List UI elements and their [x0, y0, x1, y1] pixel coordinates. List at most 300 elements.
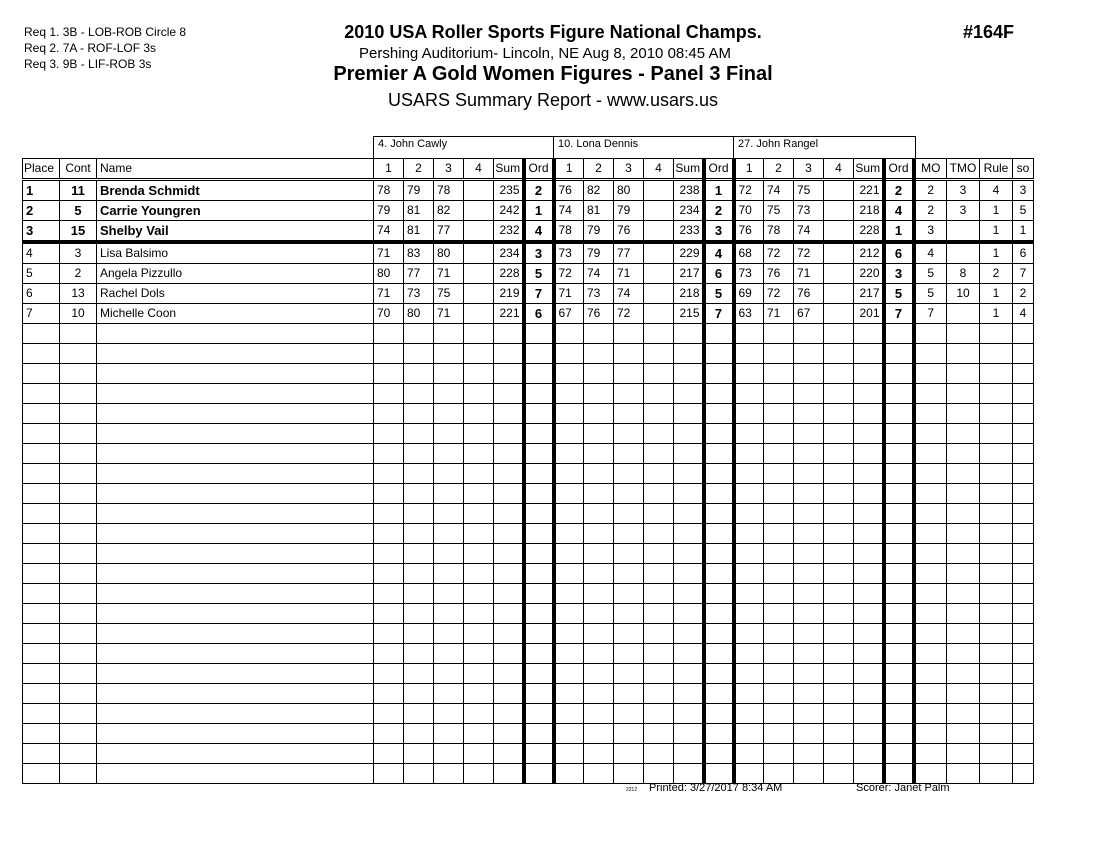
col-j2-s3: 3: [614, 159, 644, 180]
empty-cell: [23, 684, 60, 704]
judge-3-score-4: [824, 242, 854, 264]
empty-cell: [524, 464, 554, 484]
empty-cell: [884, 704, 914, 724]
judge-3-score-1: 68: [734, 242, 764, 264]
empty-cell: [97, 444, 374, 464]
empty-row: [23, 744, 1034, 764]
empty-cell: [764, 444, 794, 464]
judge-2-score-3: 76: [614, 221, 644, 243]
empty-cell: [824, 424, 854, 444]
empty-cell: [824, 444, 854, 464]
empty-cell: [524, 604, 554, 624]
judge-2-ordinal: 7: [704, 304, 734, 324]
empty-cell: [980, 764, 1013, 784]
judge-1-score-4: [464, 304, 494, 324]
empty-cell: [947, 684, 980, 704]
judge-1-score-1: 74: [374, 221, 404, 243]
empty-cell: [854, 724, 884, 744]
judge-1-score-4: [464, 264, 494, 284]
empty-cell: [734, 684, 764, 704]
empty-cell: [554, 424, 584, 444]
empty-cell: [914, 464, 947, 484]
empty-cell: [674, 764, 704, 784]
empty-cell: [734, 344, 764, 364]
col-j1-s1: 1: [374, 159, 404, 180]
empty-cell: [494, 544, 524, 564]
empty-cell: [1013, 464, 1034, 484]
empty-cell: [734, 524, 764, 544]
empty-cell: [614, 764, 644, 784]
empty-cell: [97, 764, 374, 784]
so-cell: 4: [1013, 304, 1034, 324]
empty-cell: [674, 664, 704, 684]
judge-2-score-1: 74: [554, 201, 584, 221]
empty-cell: [60, 404, 97, 424]
mo-cell: 2: [914, 201, 947, 221]
empty-cell: [374, 444, 404, 464]
empty-cell: [434, 764, 464, 784]
empty-cell: [980, 524, 1013, 544]
empty-cell: [824, 504, 854, 524]
empty-cell: [980, 504, 1013, 524]
empty-cell: [764, 484, 794, 504]
empty-cell: [1013, 604, 1034, 624]
empty-cell: [674, 384, 704, 404]
empty-cell: [644, 764, 674, 784]
empty-cell: [554, 664, 584, 684]
empty-cell: [434, 464, 464, 484]
empty-cell: [644, 524, 674, 544]
judge-2-score-4: [644, 201, 674, 221]
empty-cell: [854, 404, 884, 424]
empty-cell: [980, 704, 1013, 724]
empty-cell: [60, 724, 97, 744]
empty-cell: [794, 584, 824, 604]
judge-2-score-3: 79: [614, 201, 644, 221]
empty-cell: [704, 684, 734, 704]
empty-cell: [23, 404, 60, 424]
judge-3-sum: 212: [854, 242, 884, 264]
empty-cell: [404, 744, 434, 764]
empty-cell: [644, 704, 674, 724]
empty-cell: [764, 704, 794, 724]
judge-2-score-4: [644, 304, 674, 324]
empty-cell: [97, 644, 374, 664]
empty-cell: [824, 664, 854, 684]
empty-cell: [614, 344, 644, 364]
judge-2-score-3: 74: [614, 284, 644, 304]
empty-cell: [884, 504, 914, 524]
empty-cell: [854, 584, 884, 604]
empty-cell: [554, 624, 584, 644]
empty-cell: [947, 384, 980, 404]
empty-cell: [404, 504, 434, 524]
empty-cell: [947, 484, 980, 504]
empty-cell: [584, 604, 614, 624]
empty-cell: [464, 484, 494, 504]
empty-cell: [824, 464, 854, 484]
empty-cell: [524, 704, 554, 724]
empty-cell: [914, 644, 947, 664]
empty-cell: [704, 504, 734, 524]
empty-cell: [644, 544, 674, 564]
empty-cell: [980, 344, 1013, 364]
empty-cell: [614, 424, 644, 444]
empty-cell: [914, 544, 947, 564]
empty-cell: [494, 704, 524, 724]
competition-title: 2010 USA Roller Sports Figure National Champs.: [344, 22, 762, 42]
empty-cell: [554, 724, 584, 744]
empty-cell: [614, 544, 644, 564]
empty-row: [23, 584, 1034, 604]
empty-cell: [60, 424, 97, 444]
judge-2-sum: 234: [674, 201, 704, 221]
empty-cell: [914, 384, 947, 404]
empty-cell: [60, 604, 97, 624]
empty-cell: [524, 324, 554, 344]
empty-cell: [824, 564, 854, 584]
judge-3-sum: 221: [854, 180, 884, 201]
contestant-number-cell: 11: [60, 180, 97, 201]
empty-cell: [494, 564, 524, 584]
skater-name-cell: Brenda Schmidt: [97, 180, 374, 201]
empty-cell: [584, 724, 614, 744]
judge-2-score-2: 76: [584, 304, 614, 324]
empty-cell: [404, 664, 434, 684]
judge-1-sum: 221: [494, 304, 524, 324]
tmo-cell: [947, 242, 980, 264]
empty-cell: [824, 404, 854, 424]
judge-1-score-1: 80: [374, 264, 404, 284]
empty-cell: [494, 524, 524, 544]
empty-cell: [884, 484, 914, 504]
empty-cell: [614, 484, 644, 504]
empty-cell: [674, 604, 704, 624]
judge-3-ordinal: 7: [884, 304, 914, 324]
empty-cell: [494, 404, 524, 424]
empty-cell: [524, 744, 554, 764]
judge-1-score-2: 80: [404, 304, 434, 324]
judge-3-score-3: 74: [794, 221, 824, 243]
empty-cell: [554, 464, 584, 484]
empty-cell: [554, 504, 584, 524]
empty-cell: [554, 484, 584, 504]
empty-cell: [464, 724, 494, 744]
judge-3-score-3: 75: [794, 180, 824, 201]
empty-cell: [947, 564, 980, 584]
empty-cell: [374, 624, 404, 644]
empty-cell: [23, 344, 60, 364]
requirement-1: Req 1. 3B - LOB-ROB Circle 8: [24, 25, 187, 39]
judge-1-score-3: 80: [434, 242, 464, 264]
judge-3-score-2: 72: [764, 242, 794, 264]
empty-cell: [980, 544, 1013, 564]
empty-cell: [644, 664, 674, 684]
empty-cell: [374, 564, 404, 584]
empty-cell: [794, 644, 824, 664]
empty-cell: [60, 544, 97, 564]
empty-cell: [464, 544, 494, 564]
rule-cell: 1: [980, 201, 1013, 221]
empty-cell: [764, 544, 794, 564]
judge-3-score-2: 71: [764, 304, 794, 324]
empty-cell: [374, 384, 404, 404]
judge-1-score-3: 77: [434, 221, 464, 243]
empty-cell: [60, 684, 97, 704]
judge-1-ordinal: 3: [524, 242, 554, 264]
empty-cell: [947, 624, 980, 644]
col-tmo: TMO: [947, 159, 980, 180]
empty-cell: [97, 684, 374, 704]
empty-cell: [884, 764, 914, 784]
judge-2-score-2: 81: [584, 201, 614, 221]
empty-cell: [734, 744, 764, 764]
empty-cell: [884, 664, 914, 684]
empty-cell: [23, 424, 60, 444]
header-row: [23, 159, 1034, 180]
empty-cell: [614, 444, 644, 464]
empty-cell: [884, 324, 914, 344]
empty-cell: [734, 504, 764, 524]
mo-cell: 5: [914, 264, 947, 284]
empty-cell: [824, 364, 854, 384]
empty-cell: [494, 324, 524, 344]
empty-cell: [674, 644, 704, 664]
empty-cell: [584, 324, 614, 344]
judge-2-score-3: 77: [614, 242, 644, 264]
empty-cell: [704, 604, 734, 624]
tmo-cell: [947, 221, 980, 243]
judge-2-score-1: 76: [554, 180, 584, 201]
empty-cell: [764, 464, 794, 484]
empty-cell: [980, 744, 1013, 764]
empty-cell: [23, 664, 60, 684]
empty-cell: [794, 564, 824, 584]
judge-2-sum: 217: [674, 264, 704, 284]
empty-cell: [584, 464, 614, 484]
empty-cell: [914, 444, 947, 464]
judge-header-3: 27. John Rangel: [733, 136, 916, 158]
empty-cell: [434, 544, 464, 564]
empty-cell: [884, 384, 914, 404]
empty-cell: [674, 544, 704, 564]
empty-cell: [584, 524, 614, 544]
empty-row: [23, 404, 1034, 424]
empty-cell: [947, 464, 980, 484]
empty-cell: [794, 324, 824, 344]
empty-cell: [1013, 484, 1034, 504]
judge-3-score-4: [824, 264, 854, 284]
empty-cell: [524, 664, 554, 684]
skater-name-cell: Rachel Dols: [97, 284, 374, 304]
empty-cell: [554, 764, 584, 784]
empty-cell: [884, 584, 914, 604]
col-j1-s3: 3: [434, 159, 464, 180]
judge-2-ordinal: 3: [704, 221, 734, 243]
empty-cell: [674, 744, 704, 764]
empty-cell: [464, 564, 494, 584]
empty-row: [23, 504, 1034, 524]
empty-cell: [734, 484, 764, 504]
empty-cell: [644, 644, 674, 664]
empty-cell: [824, 324, 854, 344]
empty-cell: [854, 744, 884, 764]
contestant-number-cell: 10: [60, 304, 97, 324]
judge-3-score-4: [824, 304, 854, 324]
judge-3-ordinal: 2: [884, 180, 914, 201]
empty-cell: [464, 404, 494, 424]
empty-cell: [584, 564, 614, 584]
judge-2-score-3: 80: [614, 180, 644, 201]
empty-cell: [914, 704, 947, 724]
so-cell: 5: [1013, 201, 1034, 221]
empty-cell: [614, 464, 644, 484]
empty-cell: [704, 564, 734, 584]
empty-cell: [434, 504, 464, 524]
empty-cell: [644, 504, 674, 524]
empty-cell: [794, 604, 824, 624]
empty-cell: [404, 704, 434, 724]
empty-cell: [374, 364, 404, 384]
empty-cell: [914, 744, 947, 764]
empty-cell: [734, 764, 764, 784]
judge-1-score-2: 79: [404, 180, 434, 201]
empty-cell: [97, 564, 374, 584]
empty-cell: [1013, 664, 1034, 684]
empty-row: [23, 764, 1034, 784]
empty-cell: [794, 684, 824, 704]
empty-cell: [914, 664, 947, 684]
empty-cell: [980, 424, 1013, 444]
empty-cell: [884, 684, 914, 704]
empty-cell: [644, 384, 674, 404]
empty-cell: [854, 564, 884, 584]
empty-cell: [23, 704, 60, 724]
judge-1-score-3: 78: [434, 180, 464, 201]
empty-cell: [884, 724, 914, 744]
empty-cell: [404, 404, 434, 424]
empty-cell: [524, 344, 554, 364]
empty-cell: [914, 404, 947, 424]
empty-cell: [614, 504, 644, 524]
judge-1-sum: 234: [494, 242, 524, 264]
empty-cell: [374, 584, 404, 604]
empty-cell: [734, 424, 764, 444]
empty-cell: [947, 584, 980, 604]
empty-cell: [794, 544, 824, 564]
empty-row: [23, 664, 1034, 684]
judge-3-ordinal: 6: [884, 242, 914, 264]
empty-cell: [494, 744, 524, 764]
empty-cell: [764, 584, 794, 604]
empty-cell: [764, 624, 794, 644]
col-rule: Rule: [980, 159, 1013, 180]
judge-header-2: 10. Lona Dennis: [553, 136, 734, 158]
requirement-3: Req 3. 9B - LIF-ROB 3s: [24, 57, 152, 71]
empty-cell: [884, 364, 914, 384]
judge-1-ordinal: 2: [524, 180, 554, 201]
empty-cell: [644, 724, 674, 744]
judge-3-score-3: 73: [794, 201, 824, 221]
empty-cell: [884, 424, 914, 444]
empty-cell: [854, 684, 884, 704]
empty-cell: [704, 664, 734, 684]
empty-cell: [60, 664, 97, 684]
empty-cell: [947, 664, 980, 684]
table-row: [23, 284, 1034, 304]
empty-cell: [794, 744, 824, 764]
place-cell: 6: [23, 284, 60, 304]
judge-3-score-3: 72: [794, 242, 824, 264]
empty-cell: [794, 624, 824, 644]
empty-cell: [60, 764, 97, 784]
empty-cell: [824, 624, 854, 644]
empty-cell: [23, 644, 60, 664]
judge-2-score-4: [644, 264, 674, 284]
empty-cell: [434, 604, 464, 624]
empty-cell: [404, 724, 434, 744]
empty-cell: [764, 504, 794, 524]
judge-3-score-4: [824, 284, 854, 304]
empty-cell: [734, 624, 764, 644]
empty-cell: [980, 664, 1013, 684]
empty-cell: [1013, 444, 1034, 464]
judge-1-score-2: 81: [404, 221, 434, 243]
empty-cell: [884, 544, 914, 564]
empty-cell: [404, 364, 434, 384]
empty-cell: [947, 544, 980, 564]
empty-cell: [674, 704, 704, 724]
empty-cell: [794, 704, 824, 724]
empty-cell: [980, 624, 1013, 644]
venue-datetime: Pershing Auditorium- Lincoln, NE Aug 8, 2010 08:45 AM: [359, 45, 731, 62]
judge-1-score-4: [464, 242, 494, 264]
empty-cell: [524, 364, 554, 384]
empty-cell: [734, 704, 764, 724]
empty-cell: [764, 644, 794, 664]
empty-cell: [404, 604, 434, 624]
empty-cell: [584, 624, 614, 644]
empty-cell: [404, 344, 434, 364]
empty-cell: [914, 344, 947, 364]
empty-cell: [947, 704, 980, 724]
empty-cell: [1013, 344, 1034, 364]
contestant-number-cell: 5: [60, 201, 97, 221]
empty-cell: [464, 324, 494, 344]
empty-cell: [404, 624, 434, 644]
empty-row: [23, 644, 1034, 664]
empty-cell: [23, 724, 60, 744]
report-subtitle: USARS Summary Report - www.usars.us: [387, 90, 719, 110]
empty-cell: [434, 324, 464, 344]
judge-1-sum: 232: [494, 221, 524, 243]
empty-row: [23, 344, 1034, 364]
place-cell: 5: [23, 264, 60, 284]
empty-cell: [794, 524, 824, 544]
skater-name-cell: Carrie Youngren: [97, 201, 374, 221]
empty-cell: [704, 444, 734, 464]
mo-cell: 3: [914, 221, 947, 243]
empty-cell: [554, 444, 584, 464]
empty-cell: [674, 524, 704, 544]
skater-name-cell: Michelle Coon: [97, 304, 374, 324]
empty-cell: [464, 704, 494, 724]
empty-row: [23, 444, 1034, 464]
empty-cell: [854, 504, 884, 524]
empty-cell: [884, 564, 914, 584]
empty-cell: [824, 704, 854, 724]
judge-2-score-4: [644, 180, 674, 201]
